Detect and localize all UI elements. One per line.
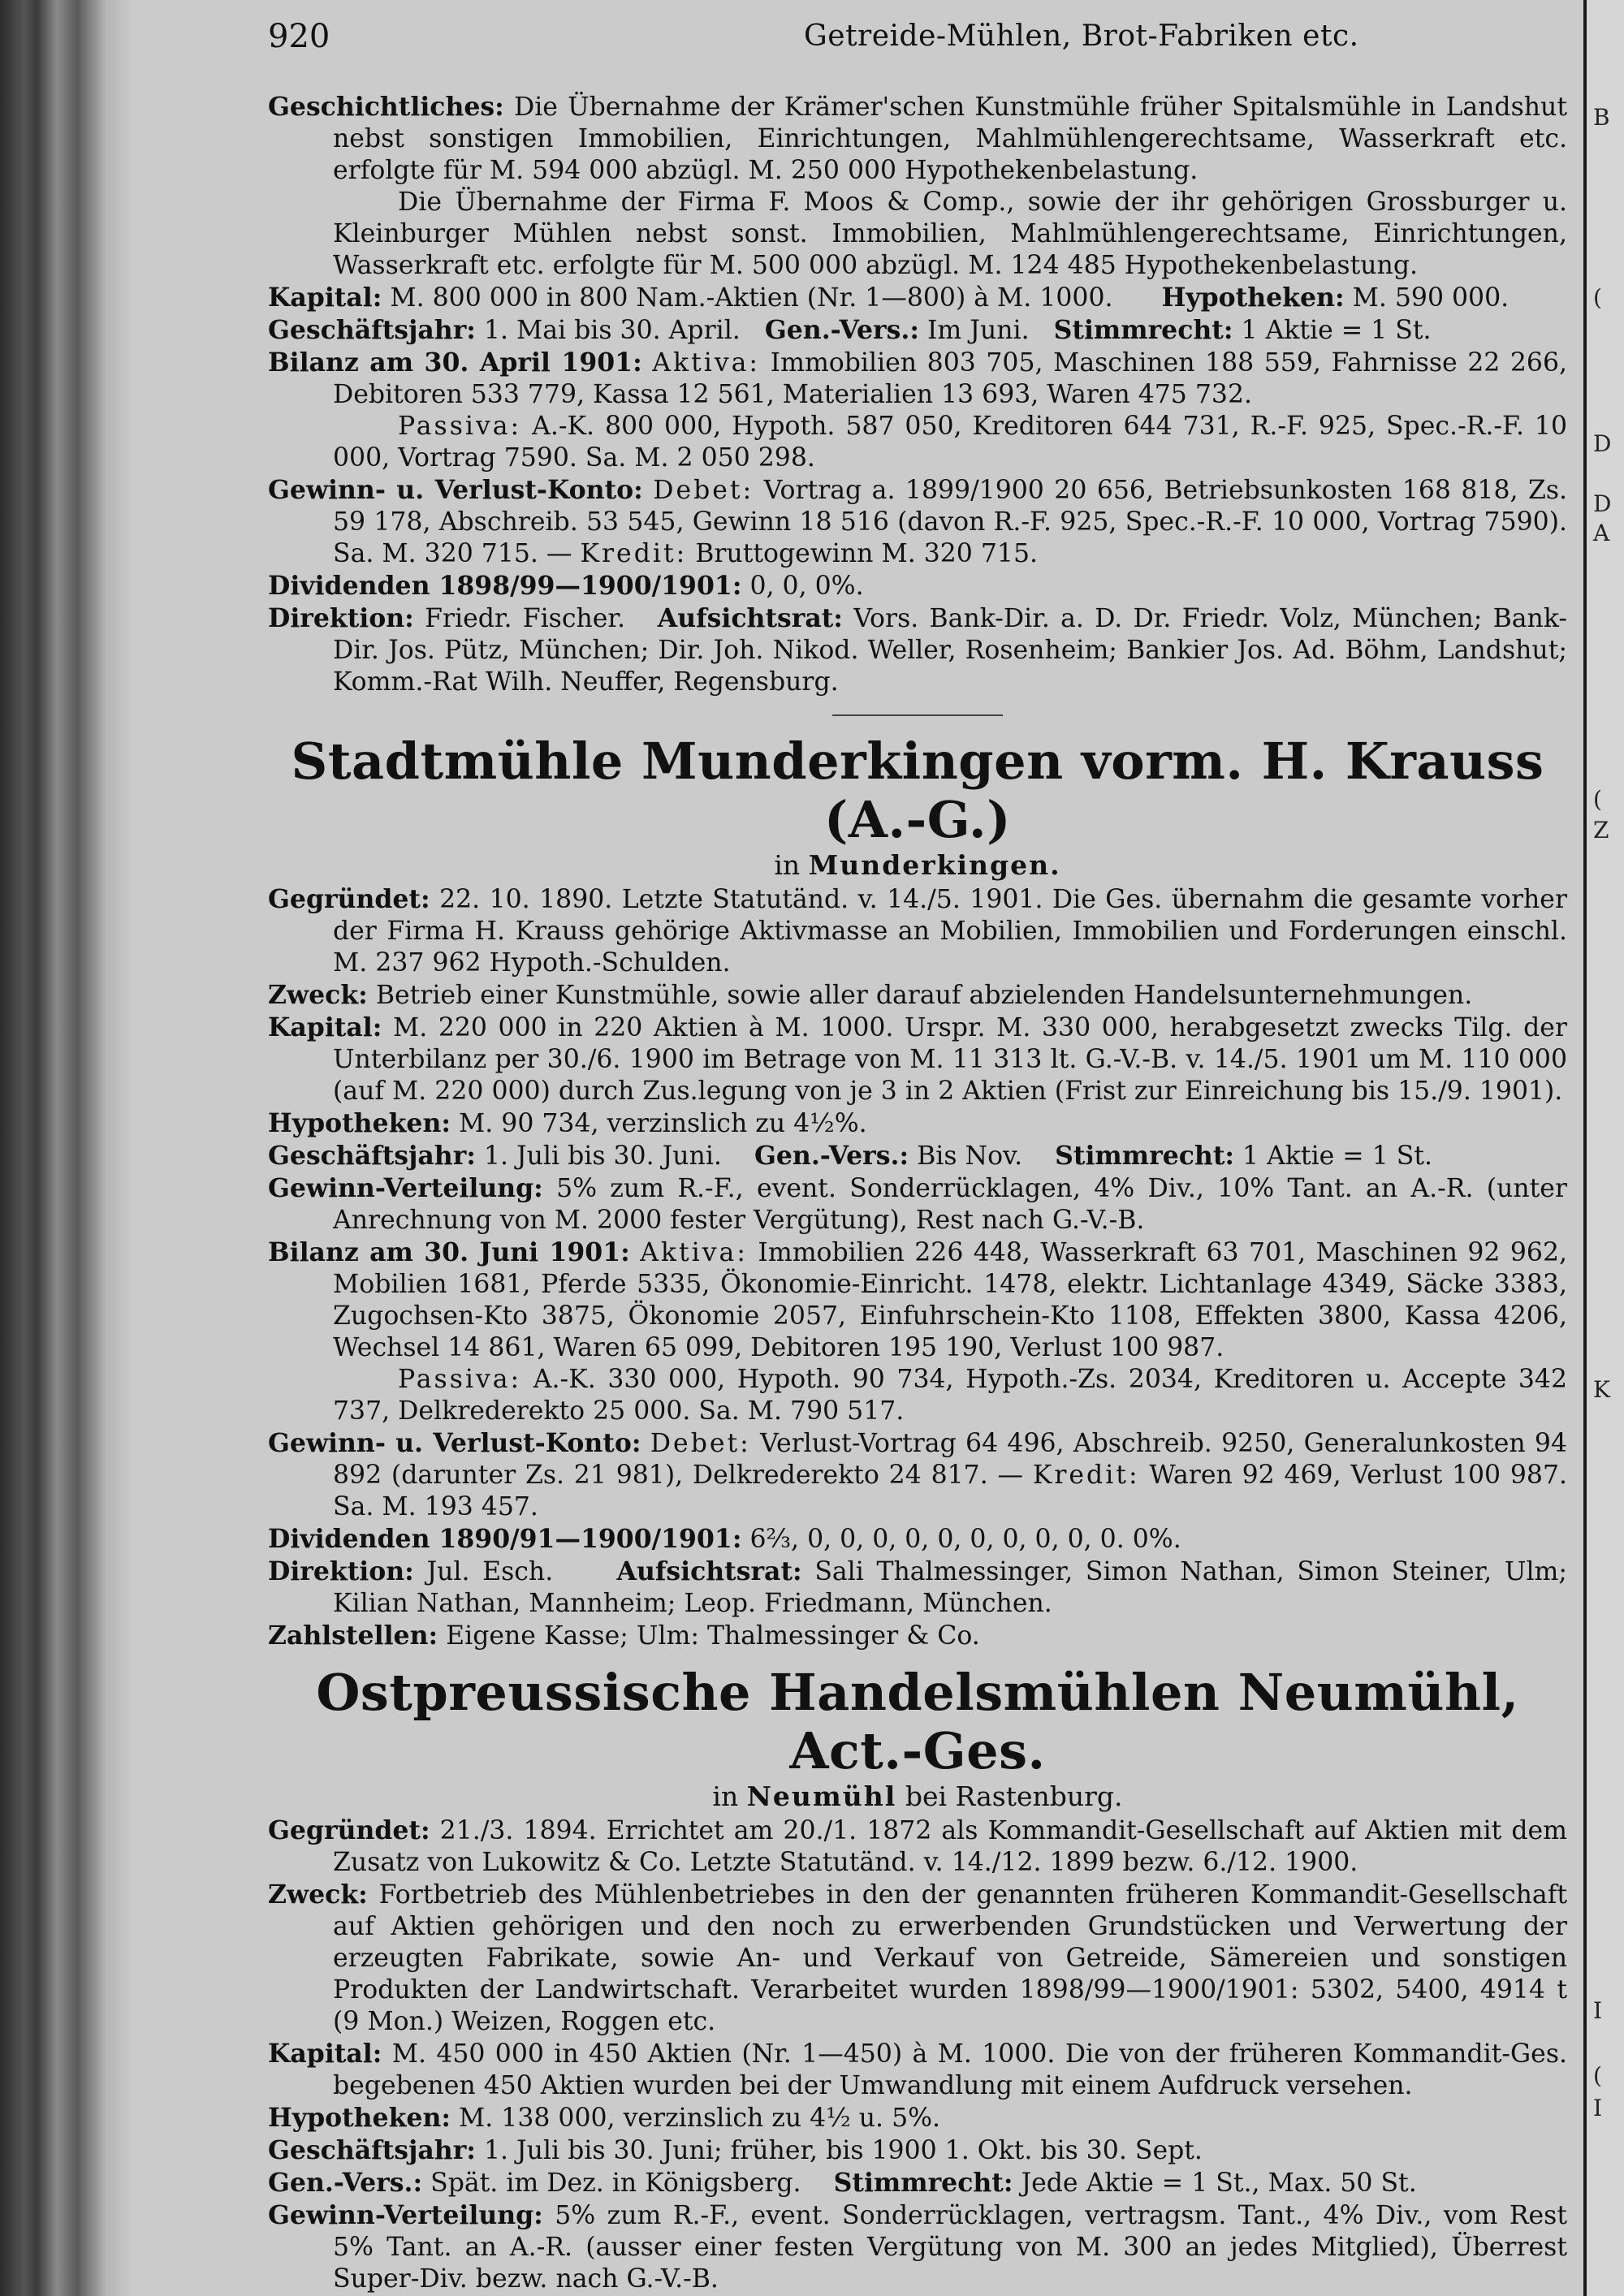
edge-letter: D [1593,490,1612,517]
edge-letter: I [1593,2095,1603,2121]
field-label: Gewinn-Verteilung: [268,1173,543,1203]
field-label: Gewinn- u. Verlust-Konto: [268,475,643,505]
field-text: M. 220 000 in 220 Aktien à M. 1000. Urspr. M. 330 000, herabgesetzt zwecks Tilg. der Unterbilanz per 30./6. 1900 im Betrage von M. 11 313 lt. G.-V.-B. v. 14./5. 1901 um M. 110 000 (auf M. 220 000) durch Zus.legung von je 3 in 2 Aktien (Frist zur Einreichung bis 15./9. 1901). [333,1013,1568,1106]
field-text: 1. Mai bis 30. April. [483,316,741,345]
hypotheken-line [268,2102,1567,2134]
field-text: Fortbetrieb des Mühlenbetriebes in den der genannten früheren Kommandit-Gesellschaft auf Aktien gehörigen und den noch zu erwerbenden Grundstücken und Verwertung der erzeugten Fabrikate, sowie An- und Verkauf von Getreide, Sämereien und sonstigen Produkten der Landwirtschaft. Verarbeitet wurden 1898/99—1900/1901: 5302, 5400, 4914 t (9 Mon.) Weizen, Roggen etc. [333,1880,1568,2036]
page-header [138,18,1567,60]
field-text: 1. Juli bis 30. Juni; früher, bis 1900 1. Okt. bis 30. Sept. [483,2136,1203,2165]
hypotheken-line [268,1107,1567,1140]
field-text: Spät. im Dez. in Königsberg. [430,2169,801,2198]
field-text: Verlust-Vortrag 64 496, Abschreib. 9250, Generalunkosten 94 892 (darunter Zs. 21 981), Delkrederekto 24 817. — [333,1429,1568,1490]
field-text: M. 590 000. [1352,283,1510,313]
edge-letter: Z [1593,817,1609,844]
field-text: M. 138 000, verzinslich zu 4½ u. 5%. [459,2104,941,2133]
field-text: Die Übernahme der Krämer'schen Kunstmühle früher Spitalsmühle in Landshut nebst sonstigen Immobilien, Einrichtungen, Mahlmühlengerechtsame, Wasserkraft etc. erfolgte für M. 594 000 abzügl. M. 250 000 Hypothekenbelastung. [333,93,1567,185]
field-label: Aufsichtsrat: [657,603,843,633]
field-label: Gewinn- u. Verlust-Konto: [268,1428,641,1458]
field-label: Gewinn-Verteilung: [268,2200,543,2230]
kapital-paragraph [268,1012,1567,1107]
field-text: 0, 0, 0%. [749,572,864,601]
field-text: M. 90 734, verzinslich zu 4½%. [459,1109,867,1138]
gegruendet-paragraph [268,883,1567,979]
field-label: Stimmrecht: [1055,1141,1234,1171]
field-text: Bruttogewinn M. 320 715. [695,539,1038,568]
location-city: Munderkingen. [808,849,1061,881]
location-city: Neumühl [746,1780,897,1812]
edge-letter: ( [1593,284,1602,311]
entry-title: Ostpreussische Handelsmühlen Neumühl, Act.-Ges. [316,1663,1519,1780]
field-text: 1 Aktie = 1 St. [1241,316,1432,345]
dividenden-line [268,570,1567,602]
field-text: Betrieb einer Kunstmühle, sowie aller darauf abzielenden Handelsunternehmungen. [375,981,1473,1010]
field-label: Zweck: [268,1880,368,1910]
guv-paragraph [268,1427,1567,1523]
edge-letter: B [1593,104,1610,131]
kredit-label: Kredit: [1032,1461,1140,1490]
field-label: Gen.-Vers.: [764,315,919,345]
field-label: Geschäftsjahr: [268,1141,476,1171]
edge-letter: ( [1593,786,1602,813]
geschaeftsjahr-line [268,314,1567,347]
field-label: Gen.-Vers.: [754,1141,909,1171]
field-label: Kapital: [268,283,382,313]
aktiva-label: Aktiva: [640,1238,748,1267]
field-label: Bilanz am 30. Juni 1901: [268,1237,630,1267]
section-divider [832,714,1003,716]
field-text: Vors. Bank-Dir. a. D. Dr. Friedr. Volz, München; Bank-Dir. Jos. Pütz, München; Dir. Joh. Nikod. Weller, Rosenheim; Bankier Jos. Ad. Böhm, Landshut; Komm.-Rat Wilh. Neuffer, Regensburg. [333,604,1568,697]
field-text: Bis Nov. [917,1142,1023,1171]
aktiva-label: Aktiva: [652,348,761,378]
kapital-line [268,282,1567,314]
field-text: 6⅔, 0, 0, 0, 0, 0, 0, 0, 0, 0, 0. 0%. [749,1525,1181,1554]
bilanz-paragraph [268,1236,1567,1364]
field-label: Geschäftsjahr: [268,315,476,345]
field-text: 22. 10. 1890. Letzte Statutänd. v. 14./5. 1901. Die Ges. übernahm die gesamte vorher der Firma H. Krauss gehörige Aktivmasse an Mobilien, Immobilien und Forderungen einschl. M. 237 962 Hypoth.-Schulden. [333,885,1567,978]
field-label: Hypotheken: [1161,283,1345,313]
field-text: Eigene Kasse; Ulm: Thalmessinger & Co. [446,1621,980,1651]
passiva-paragraph [268,1364,1567,1427]
location-prefix: in [712,1780,739,1812]
direktion-paragraph [268,602,1567,698]
debet-label: Debet: [653,476,754,505]
field-label: Dividenden 1898/99—1900/1901: [268,571,742,601]
field-label: Aufsichtsrat: [616,1556,802,1586]
field-text: 5% zum R.-F., event. Sonderrücklagen, vertragsm. Tant., 4% Div., vom Rest 5% Tant. an A.-R. (ausser einer festen Vergütung von M. 300 an jedes Mitglied), Überrest Super-Div. bezw. nach G.-V.-B. [333,2201,1568,2294]
field-text: 5% zum R.-F., event. Sonderrücklagen, 4% Div., 10% Tant. an A.-R. (unter Anrechnung von M. 2000 fester Vergütung), Rest nach G.-V.-B. [333,1174,1567,1235]
field-label: Bilanz am 30. April 1901: [268,347,642,378]
field-label: Direktion: [268,1556,414,1586]
location-suffix: bei Rastenburg. [905,1780,1123,1812]
field-text: Jede Aktie = 1 St., Max. 50 St. [1021,2169,1417,2198]
field-label: Geschäftsjahr: [268,2135,476,2165]
location-prefix: in [774,849,801,881]
gewinn-verteilung-paragraph [268,1172,1567,1236]
field-text: Friedr. Fischer. [425,604,626,633]
field-text: 1 Aktie = 1 St. [1242,1142,1433,1171]
field-label: Kapital: [268,2039,382,2069]
geschichtliches-paragraph-2 [268,187,1567,282]
guv-paragraph [268,474,1567,570]
field-text: 21./3. 1894. Errichtet am 20./1. 1872 als Kommandit-Gesellschaft auf Aktien mit dem Zusatz von Lukowitz & Co. Letzte Statutänd. v. 14./12. 1899 bezw. 6./12. 1900. [333,1816,1567,1877]
field-label: Gegründet: [268,1815,430,1845]
field-text: Sali Thalmessinger, Simon Nathan, Simon Steiner, Ulm; Kilian Nathan, Mannheim; Leop. Friedmann, München. [333,1557,1568,1618]
edge-letter: I [1593,1997,1603,2024]
debet-label: Debet: [650,1429,751,1458]
geschaeftsjahr-line [268,2134,1567,2167]
field-label: Kapital: [268,1012,382,1042]
edge-letter: ( [1593,2062,1602,2089]
entry-ostpreussische-handelsmuehlen [268,1664,1567,2295]
direktion-paragraph [268,1556,1567,1620]
field-text: Jul. Esch. [426,1557,554,1586]
geschichtliches-paragraph [268,91,1567,187]
field-text: M. 800 000 in 800 Nam.-Aktien (Nr. 1—800) à M. 1000. [390,283,1113,313]
field-label: Stimmrecht: [1053,315,1233,345]
dividenden-line [268,1523,1567,1556]
edge-letter: A [1593,520,1610,546]
entry-title: Stadtmühle Munderkingen vorm. H. Krauss (A.-G.) [291,732,1544,849]
field-label: Hypotheken: [268,1108,451,1138]
entry-location [268,849,1567,882]
genvers-line [268,2167,1567,2199]
field-label: Hypotheken: [268,2103,451,2133]
kapital-paragraph [268,2038,1567,2102]
page-number: 920 [268,18,330,55]
field-label: Geschichtliches: [268,92,504,122]
passiva-paragraph [268,411,1567,474]
gegruendet-paragraph [268,1815,1567,1879]
field-text: M. 450 000 in 450 Aktien (Nr. 1—450) à M. 1000. Die von der früheren Kommandit-Ges. begebenen 450 Aktien wurden bei der Umwandlung mit einem Aufdruck versehen. [333,2039,1567,2100]
geschaeftsjahr-line [268,1140,1567,1172]
passiva-label: Passiva: [398,1365,522,1394]
facing-page-edge [1583,0,1624,2296]
field-text: Immobilien 803 705, Maschinen 188 559, Fahrnisse 22 266, Debitoren 533 779, Kassa 12 561, Materialien 13 693, Waren 475 732. [333,348,1568,409]
field-label: Dividenden 1890/91—1900/1901: [268,1524,742,1554]
edge-letter: K [1593,1376,1610,1403]
zweck-paragraph [268,979,1567,1012]
page-content [268,91,1567,2295]
field-text: Immobilien 226 448, Wasserkraft 63 701, Maschinen 92 962, Mobilien 1681, Pferde 5335, Ökonomie-Einricht. 1478, elektr. Lichtanlage 4349, Säcke 3383, Zugochsen-Kto 3875, Ökonomie 2057, Einfuhrschein-Kto 1108, Effekten 3800, Kassa 4206, Wechsel 14 861, Waren 65 099, Debitoren 195 190, Verlust 100 987. [333,1238,1567,1362]
field-text: 1. Juli bis 30. Juni. [483,1142,722,1171]
field-text: Waren 92 469, Verlust 100 987. Sa. M. 193 457. [333,1461,1568,1521]
zweck-paragraph [268,1879,1567,2038]
field-label: Zweck: [268,980,368,1010]
kredit-label: Kredit: [580,539,688,568]
field-label: Gegründet: [268,884,430,914]
entry-stadtmuehle-munderkingen [268,732,1567,1652]
field-text: A.-K. 330 000, Hypoth. 90 734, Hypoth.-Zs. 2034, Kreditoren u. Accepte 342 737, Delkrederekto 25 000. Sa. M. 790 517. [333,1365,1568,1426]
gewinn-verteilung-paragraph [268,2199,1567,2295]
passiva-label: Passiva: [398,412,522,441]
field-label: Zahlstellen: [268,1621,438,1651]
edge-letter: D [1593,430,1612,457]
field-label: Direktion: [268,603,414,633]
bilanz-paragraph [268,347,1567,411]
field-label: Gen.-Vers.: [268,2168,423,2198]
book-spine [0,0,130,2296]
entry-location [268,1780,1567,1813]
running-head: Getreide-Mühlen, Brot-Fabriken etc. [804,19,1359,53]
field-text: Die Übernahme der Firma F. Moos & Comp., sowie der ihr gehörigen Grossburger u. Kleinburger Mühlen nebst sonst. Immobilien, Mahlmühlengerechtsame, Einrichtungen, Wasserkraft etc. erfolgte für M. 500 000 abzügl. M. 124 485 Hypothekenbelastung. [333,188,1567,280]
zahlstellen-line [268,1620,1567,1652]
field-text: A.-K. 800 000, Hypoth. 587 050, Kreditoren 644 731, R.-F. 925, Spec.-R.-F. 10 000, Vortrag 7590. Sa. M. 2 050 298. [333,412,1567,473]
field-label: Stimmrecht: [833,2168,1013,2198]
field-text: Im Juni. [926,316,1030,345]
entry-continued [268,91,1567,698]
field-text: Vortrag a. 1899/1900 20 656, Betriebsunkosten 168 818, Zs. 59 178, Abschreib. 53 545, Gewinn 18 516 (davon R.-F. 925, Spec.-R.-F. 10 000, Vortrag 7590). Sa. M. 320 715. — [333,476,1568,568]
